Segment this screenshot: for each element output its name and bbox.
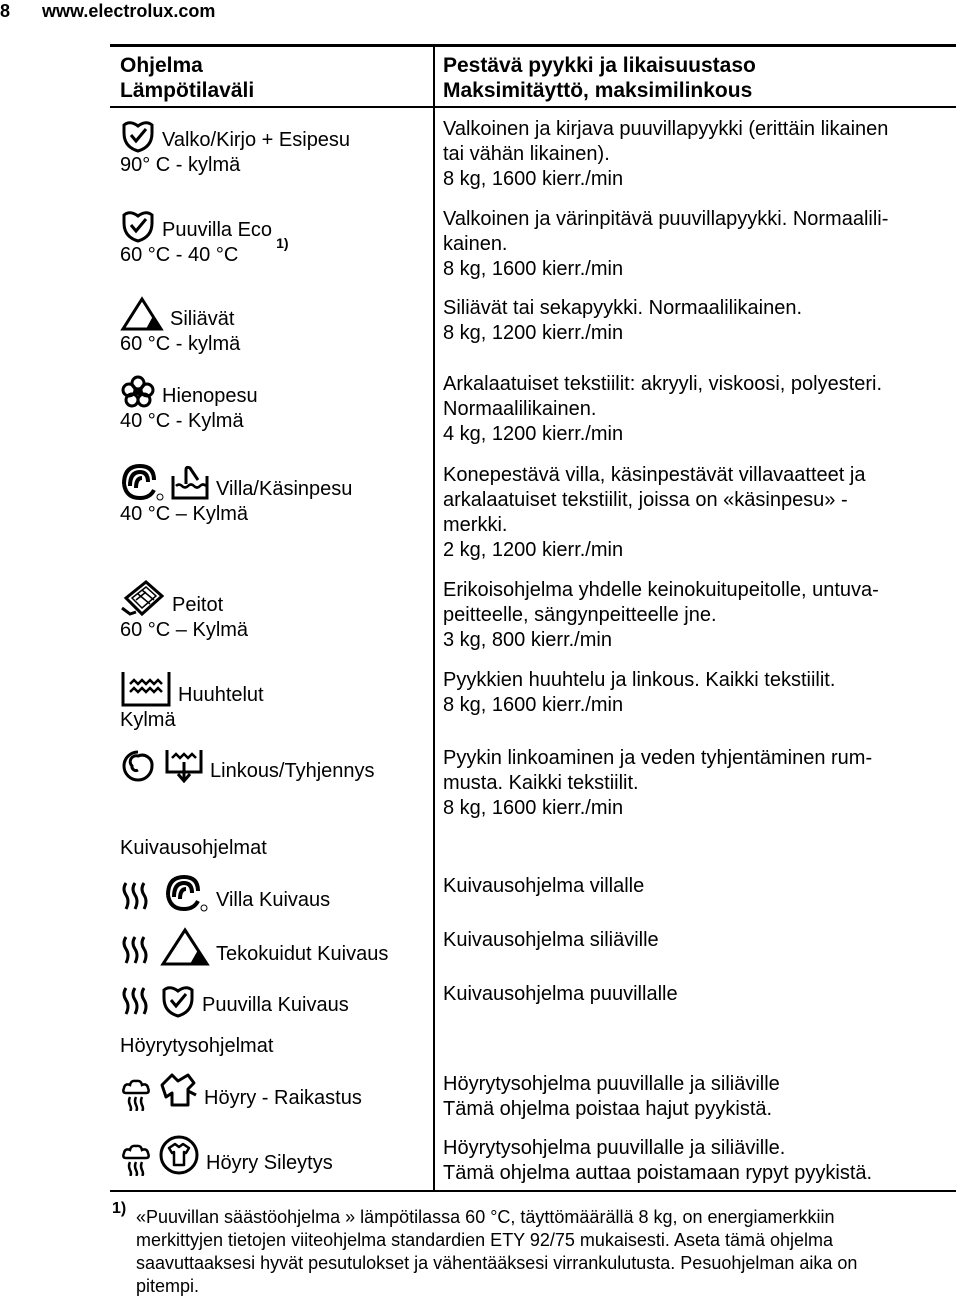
header-max-label: Maksimitäyttö, maksimilinkous <box>443 79 753 102</box>
program-cotton-dry: Puuvilla Kuivaus <box>120 982 430 1018</box>
program-steam-smooth: Höyry Sileytys <box>120 1134 430 1176</box>
delicates-flower-icon <box>120 375 156 409</box>
row-desc-synthetics: Siliävät tai sekapyykki. Normaalilikainen. 8 kg, 1200 kierr./min <box>443 297 803 344</box>
row-desc-steam-refresh: Höyrytysohjelma puuvillalle ja siliäville Tämä ohjelma poistaa hajut pyykistä. <box>443 1073 780 1120</box>
header-program-label: Ohjelma <box>120 54 203 77</box>
section-steam-title: Höyrytysohjelmat <box>120 1035 274 1057</box>
program-temp: 40 °C – Kylmä <box>120 503 249 525</box>
woolmark-icon <box>164 873 210 913</box>
woolmark-icon <box>120 462 166 502</box>
refresh-shirt-icon <box>158 1071 198 1111</box>
heat-icon <box>120 984 150 1018</box>
shirt-smooth-icon <box>158 1134 200 1176</box>
table-header-rule <box>110 106 956 108</box>
row-desc-delicates: Arkalaatuiset tekstiilit: akryyli, viskoosi, polyesteri. Normaalilikainen. 4 kg, 1200 kierr./min <box>443 373 883 445</box>
section-drying-title: Kuivausohjelmat <box>120 837 267 859</box>
footnote-text: «Puuvillan säästöohjelma » lämpötilassa 60 °C, täyttömäärällä 8 kg, on energiamerkkiin merkittyjen tietojen viiteohjelma standardien ETY 92/75 mukaisesti. Aseta tämä ohjelma saavuttaaksesi hyvät pesutulokset ja vähentääksesi virrankulutusta. Pesuohjelman aika on pitempi. <box>136 1207 858 1296</box>
program-duvet: Peitot 60 °C – Kylmä <box>120 578 430 643</box>
drain-icon <box>164 744 204 784</box>
header-laundry-label: Pestävä pyykki ja likaisuustaso <box>443 54 756 77</box>
row-desc-rinse: Pyykkien huuhtelu ja linkous. Kaikki tekstiilit. 8 kg, 1600 kierr./min <box>443 669 836 716</box>
heat-icon <box>120 933 150 967</box>
heat-icon <box>120 879 150 913</box>
synthetics-triangle-icon <box>120 296 164 332</box>
row-desc-cotton-prewash: Valkoinen ja kirjava puuvillapyykki (erittäin likainen tai vähän likainen). 8 kg, 1600 kierr./min <box>443 118 889 190</box>
row-desc-wool-dry: Kuivausohjelma villalle <box>443 875 645 897</box>
program-temp: 40 °C - Kylmä <box>120 410 244 432</box>
program-temp: 90° C - kylmä <box>120 154 241 176</box>
synthetics-triangle-icon <box>160 927 210 967</box>
program-temp: 60 °C – Kylmä <box>120 619 249 641</box>
program-spin-drain: Linkous/Tyhjennys <box>120 744 430 784</box>
program-synthetics: Siliävät 60 °C - kylmä <box>120 296 430 357</box>
cotton-icon <box>120 207 156 243</box>
row-desc-synthetics-dry: Kuivausohjelma siliäville <box>443 929 659 951</box>
spin-icon <box>120 748 156 784</box>
page-number: 8 <box>0 1 11 21</box>
program-temp: 60 °C - 40 °C <box>120 244 239 266</box>
row-desc-cotton-eco: Valkoinen ja värinpitävä puuvillapyykki. Normaalili- kainen. 8 kg, 1600 kierr./min <box>443 208 889 280</box>
handwash-icon <box>170 462 210 502</box>
table-column-divider <box>433 44 435 1192</box>
site-url: www.electrolux.com <box>42 1 216 21</box>
cotton-icon <box>160 982 196 1018</box>
program-cotton-prewash: Valko/Kirjo + Esipesu 90° C - kylmä <box>120 117 430 178</box>
row-desc-wool-handwash: Konepestävä villa, käsinpestävät villavaatteet ja arkalaatuiset tekstiilit, joissa on «käsinpesu» - merkki. 2 kg, 1200 kierr./min <box>443 464 866 561</box>
cotton-icon <box>120 117 156 153</box>
row-desc-steam-smooth: Höyrytysohjelma puuvillalle ja siliäville. Tämä ohjelma auttaa poistamaan rypyt pyykistä. <box>443 1137 873 1184</box>
header-temperature-label: Lämpötilaväli <box>120 79 255 102</box>
row-desc-cotton-dry: Kuivausohjelma puuvillalle <box>443 983 678 1005</box>
program-cotton-eco: Puuvilla Eco 1) 60 °C - 40 °C <box>120 207 430 268</box>
program-temp: Kylmä <box>120 709 176 731</box>
header-program <box>120 53 430 103</box>
program-steam-refresh: Höyry - Raikastus <box>120 1071 430 1111</box>
row-desc-spin-drain: Pyykin linkoaminen ja veden tyhjentäminen rum- musta. Kaikki tekstiilit. 8 kg, 1600 kierr./min <box>443 747 873 819</box>
program-wool-handwash: Villa/Käsinpesu 40 °C – Kylmä <box>120 462 430 527</box>
steam-icon <box>120 1142 152 1176</box>
program-wool-dry: Villa Kuivaus <box>120 873 430 913</box>
program-rinse: Huuhtelut Kylmä <box>120 668 430 733</box>
footnote-mark: 1) <box>112 1200 127 1217</box>
steam-icon <box>120 1077 152 1111</box>
table-top-rule <box>110 44 956 47</box>
program-temp: 60 °C - kylmä <box>120 333 241 355</box>
header-load <box>443 53 943 103</box>
duvet-icon <box>120 578 166 618</box>
rinse-icon <box>120 668 172 708</box>
table-bottom-rule <box>110 1190 956 1192</box>
program-delicates: Hienopesu 40 °C - Kylmä <box>120 375 430 434</box>
row-desc-duvet: Erikoisohjelma yhdelle keinokuitupeitolle, untuva- peitteelle, sängynpeitteelle jne. 3 kg, 800 kierr./min <box>443 579 879 651</box>
program-synthetics-dry: Tekokuidut Kuivaus <box>120 927 430 967</box>
